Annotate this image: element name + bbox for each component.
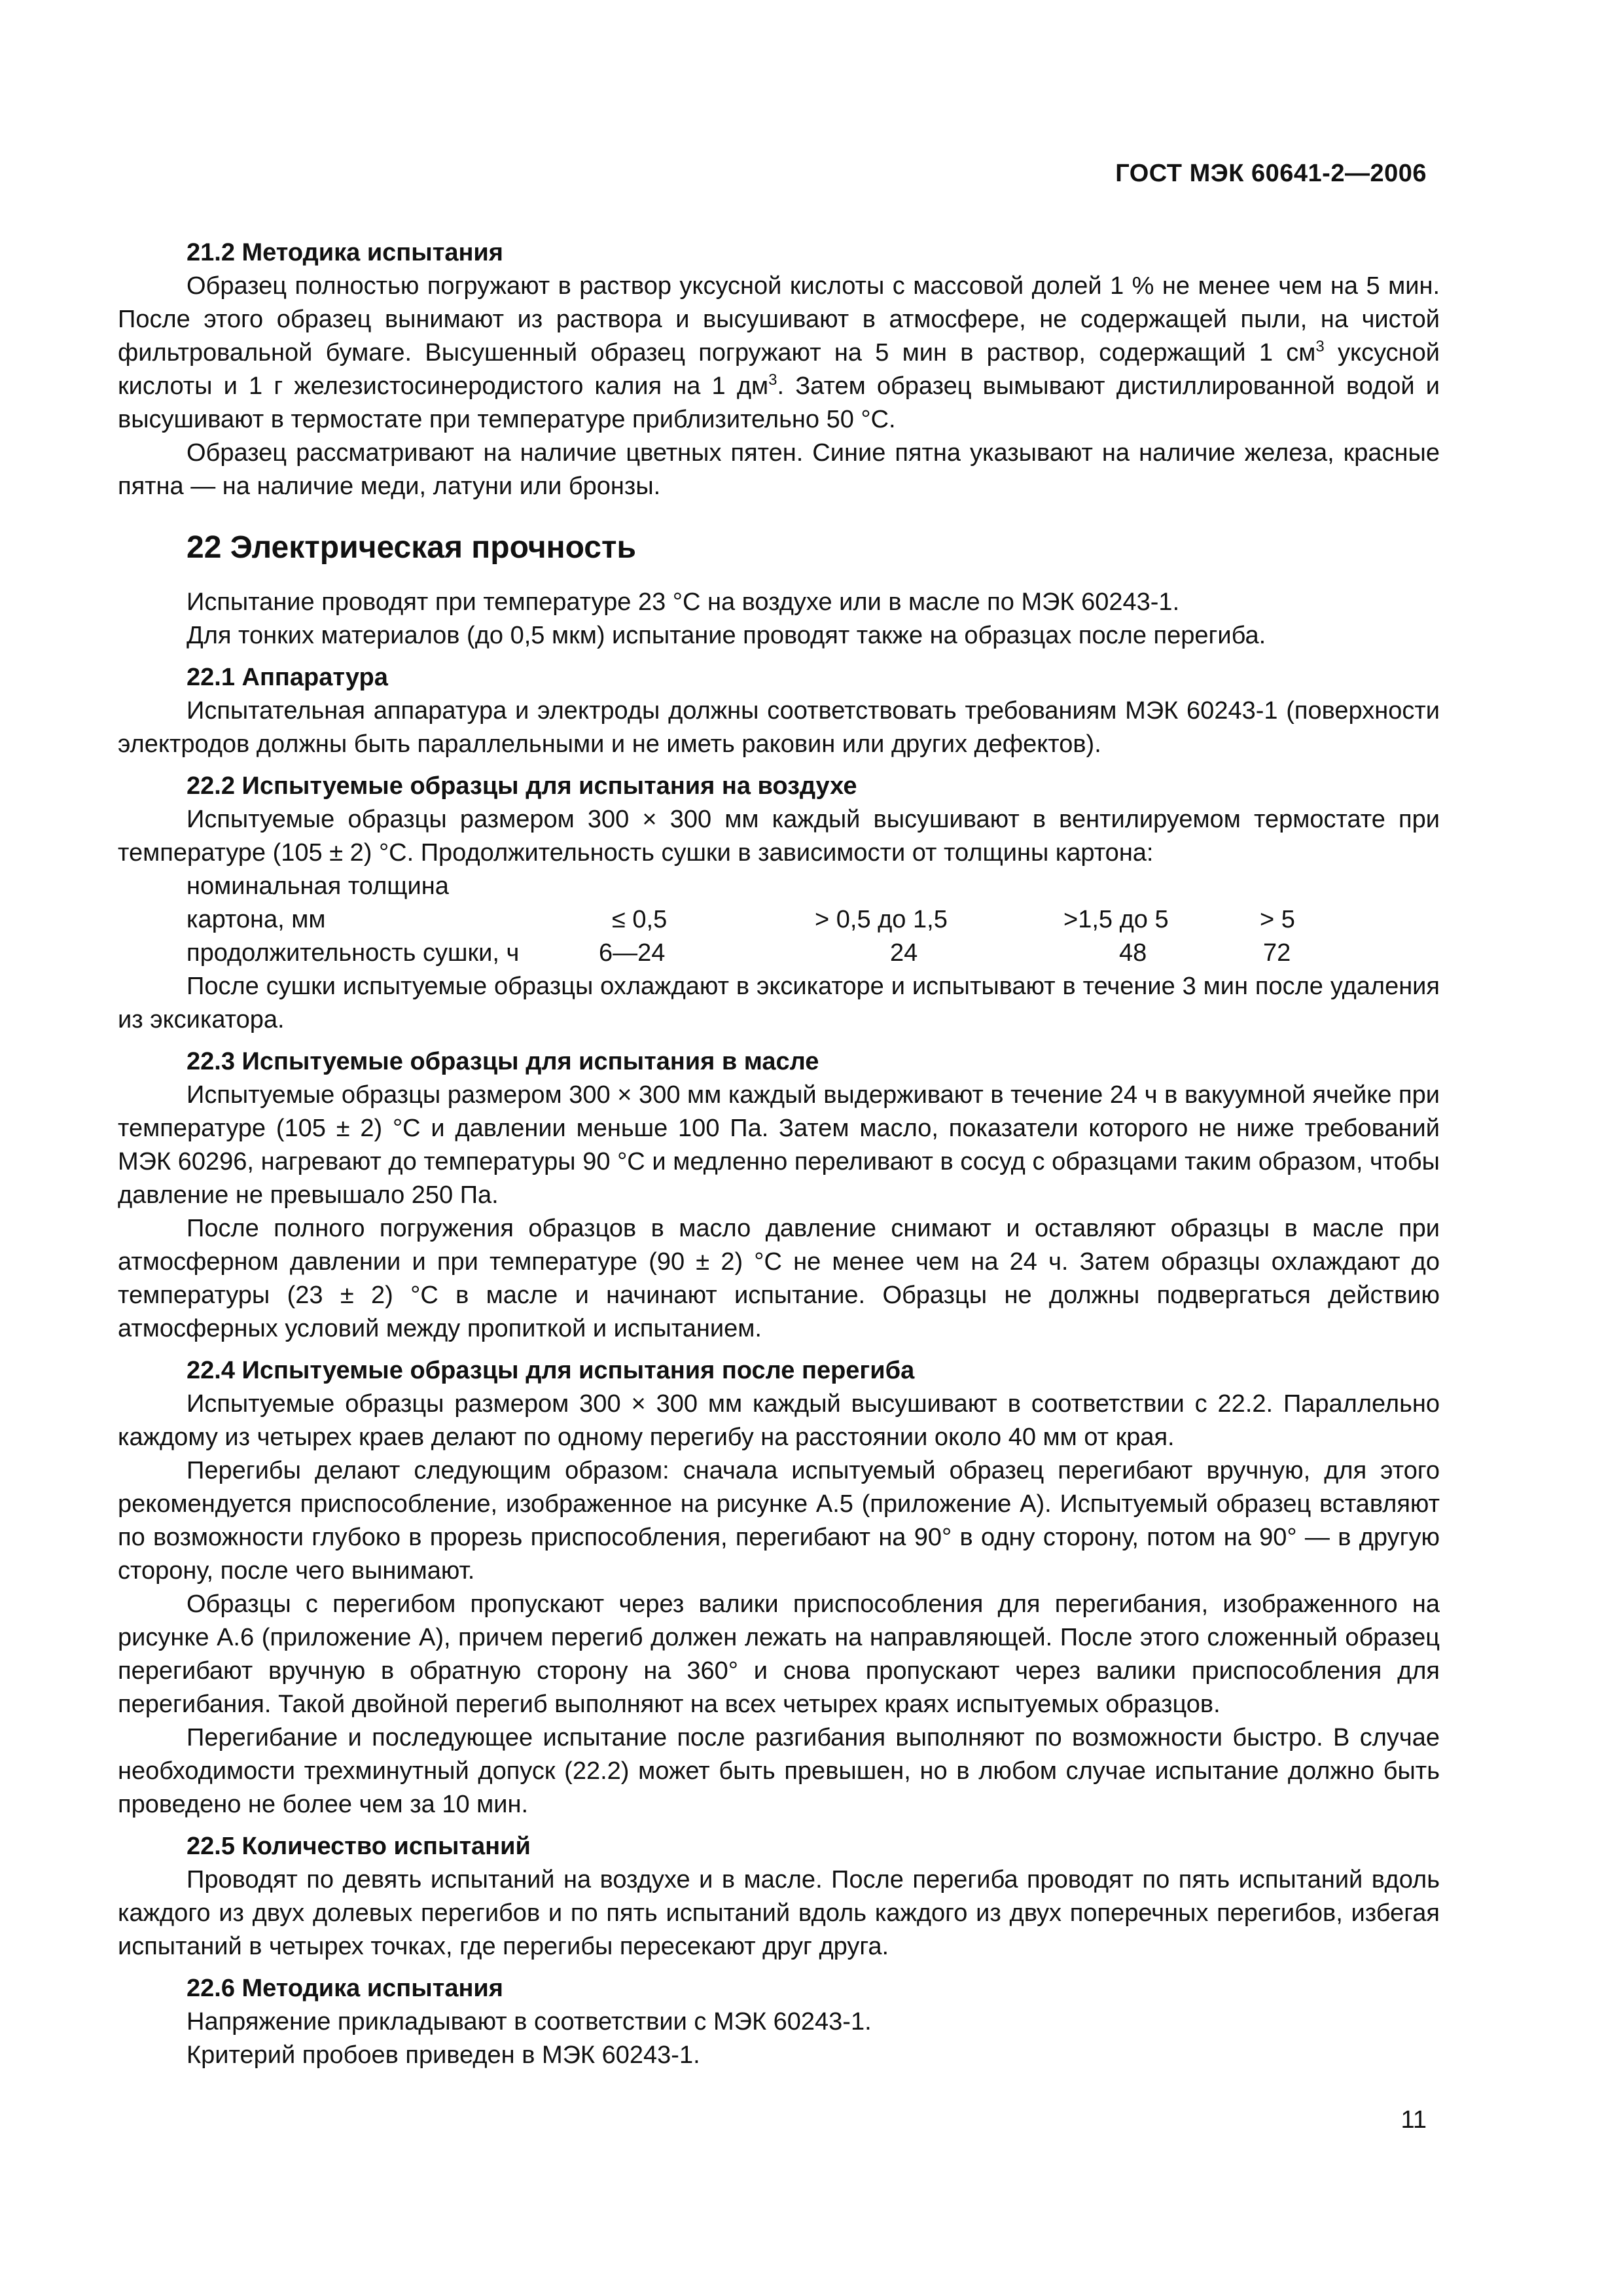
section-22-5-heading: 22.5 Количество испытаний (187, 1833, 531, 1860)
table-row (187, 937, 1440, 970)
table-row (187, 870, 1440, 903)
section-22-paragraph-2: Для тонких материалов (до 0,5 мкм) испытание проводят также на образцах после перегиба. (187, 622, 1266, 649)
drying-time-table (187, 870, 1440, 970)
section-21-2-paragraph-2: Образец рассматривают на наличие цветных пятен. Синие пятна указывают на наличие железа, красные пятна — на наличие меди, латуни или бронзы. (118, 439, 1440, 500)
table-cell: 6—24 (599, 939, 666, 967)
section-21-2-paragraph-1: Образец полностью погружают в раствор уксусной кислоты с массовой долей 1 % не менее чем на 5 мин. После этого образец вынимают из раствора и высушивают в атмосфере, не содержащей пыли, на чистой фильтровальной бумаге. Высушенный образец погружают на 5 мин в раствор, содержащий 1 $см^3$ уксусной кислоты и 1 г железистосинеродистого калия на 1 $дм^3$. Затем образец вымывают дистиллированной водой и высушивают в термостате при температуре приблизительно 50 °С. (118, 272, 1440, 433)
section-22-5-paragraph-1: Проводят по девять испытаний на воздухе и в масле. После перегиба проводят по пять испытаний вдоль каждого из двух долевых перегибов и по пять испытаний вдоль каждого из двух поперечных перегибов, избегая испытаний в четырех точках, где перегибы пересекают друг друга. (118, 1866, 1440, 1960)
table-cell: 24 (890, 939, 918, 967)
table-cell: 72 (1263, 939, 1291, 967)
section-22-3-heading: 22.3 Испытуемые образцы для испытания в масле (187, 1048, 819, 1075)
document-code: ГОСТ МЭК 60641-2—2006 (1115, 160, 1427, 187)
table-cell: > 5 (1260, 906, 1295, 933)
section-22-paragraph-1: Испытание проводят при температуре 23 °С на воздухе или в масле по МЭК 60243-1. (187, 588, 1180, 616)
section-22-2-paragraph-1: Испытуемые образцы размером 300 × 300 мм каждый высушивают в вентилируемом термостате при температуре (105 ± 2) °С. Продолжительность сушки в зависимости от толщины картона: (118, 806, 1440, 867)
section-22-6-paragraph-2: Критерий пробоев приведен в МЭК 60243-1. (187, 2041, 700, 2069)
table-cell: > 0,5 до 1,5 (815, 906, 948, 933)
table-cell: 48 (1119, 939, 1147, 967)
section-22-6-heading: 22.6 Методика испытания (187, 1975, 503, 2002)
section-22-4-paragraph-3: Образцы с перегибом пропускают через валики приспособления для перегибания, изображенного на рисунке А.6 (приложение А), причем перегиб должен лежать на направляющей. После этого сложенный образец перегибают вручную в обратную сторону на 360° и снова пропускают через валики приспособления для перегибания. Такой двойной перегиб выполняют на всех четырех краях испытуемых образцов. (118, 1590, 1440, 1718)
table-row (187, 903, 1440, 937)
section-22-heading: 22 Электрическая прочность (187, 530, 636, 565)
section-22-2-paragraph-2: После сушки испытуемые образцы охлаждают в эксикаторе и испытывают в течение 3 мин после удаления из эксикатора. (118, 973, 1440, 1033)
section-22-4-paragraph-1: Испытуемые образцы размером 300 × 300 мм каждый высушивают в соответствии с 22.2. Параллельно каждому из четырех краев делают по одному перегибу на расстоянии около 40 мм от края. (118, 1390, 1440, 1451)
table-row-label: продолжительность сушки, ч (187, 939, 520, 967)
section-22-1-heading: 22.1 Аппаратура (187, 664, 388, 691)
table-row-label: картона, мм (187, 906, 326, 933)
section-22-6-paragraph-1: Напряжение прикладывают в соответствии с МЭК 60243-1. (187, 2008, 872, 2036)
section-22-4-paragraph-2: Перегибы делают следующим образом: сначала испытуемый образец перегибают вручную, для этого рекомендуется приспособление, изображенное на рисунке А.5 (приложение А). Испытуемый образец вставляют по возможности глубоко в прорезь приспособления, перегибают на 90° в одну сторону, потом на 90° — в другую сторону, после чего вынимают. (118, 1457, 1440, 1585)
section-22-2-heading: 22.2 Испытуемые образцы для испытания на воздухе (187, 772, 857, 800)
section-22-4-heading: 22.4 Испытуемые образцы для испытания после перегиба (187, 1357, 915, 1384)
table-cell: >1,5 до 5 (1063, 906, 1169, 933)
section-22-3-paragraph-1: Испытуемые образцы размером 300 × 300 мм каждый выдерживают в течение 24 ч в вакуумной ячейке при температуре (105 ± 2) °С и давлении меньше 100 Па. Затем масло, показатели которого не ниже требований МЭК 60296, нагревают до температуры 90 °С и медленно переливают в сосуд с образцами таким образом, чтобы давление не превышало 250 Па. (118, 1081, 1440, 1209)
section-22-3-paragraph-2: После полного погружения образцов в масло давление снимают и оставляют образцы в масле при атмосферном давлении и при температуре (90 ± 2) °С не менее чем на 24 ч. Затем образцы охлаждают до температуры (23 ± 2) °С в масле и начинают испытание. Образцы не должны подвергаться действию атмосферных условий между пропиткой и испытанием. (118, 1215, 1440, 1342)
section-22-1-paragraph-1: Испытательная аппаратура и электроды должны соответствовать требованиям МЭК 60243-1 (поверхности электродов должны быть параллельными и не иметь раковин или других дефектов). (118, 697, 1440, 758)
page-number: 11 (1400, 2106, 1427, 2134)
page-body (118, 236, 1440, 2072)
section-22-4-paragraph-4: Перегибание и последующее испытание после разгибания выполняют по возможности быстро. В случае необходимости трехминутный допуск (22.2) может быть превышен, но в любом случае испытание должно быть проведено не более чем за 10 мин. (118, 1724, 1440, 1818)
table-row-label: номинальная толщина (187, 872, 449, 900)
section-21-2-heading: 21.2 Методика испытания (187, 239, 503, 266)
table-cell: ≤ 0,5 (612, 906, 668, 933)
